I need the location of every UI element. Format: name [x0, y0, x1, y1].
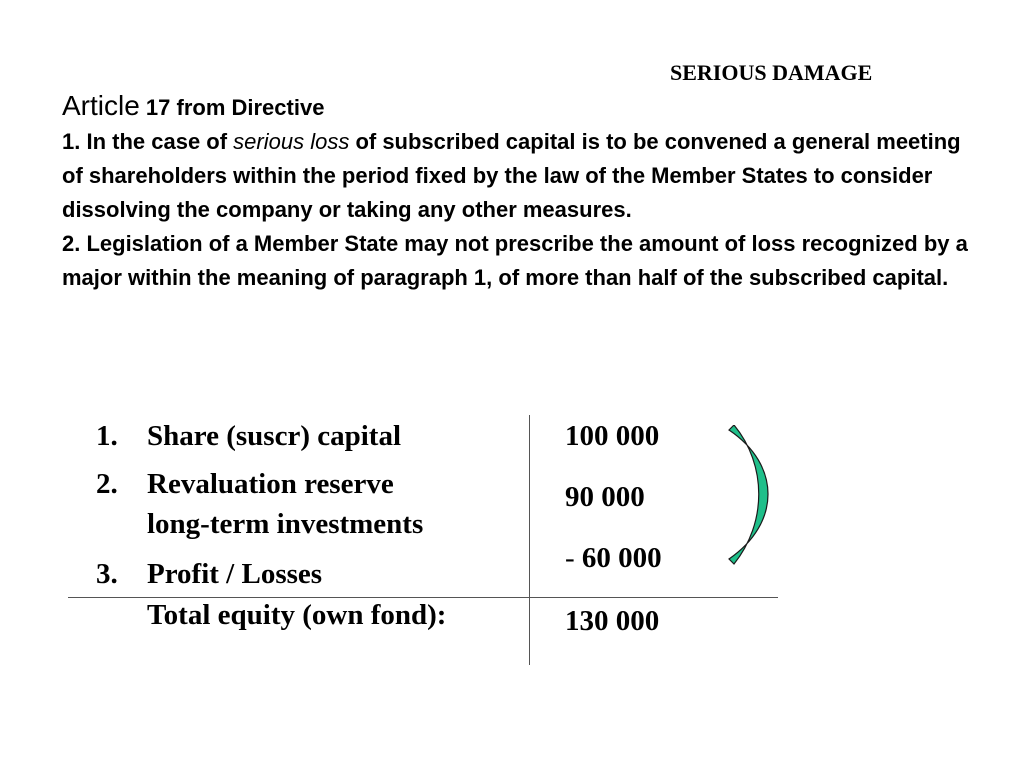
table-total-label: Total equity (own fond): — [147, 599, 447, 631]
paragraph-1-end: of subscribed capital is to be convened a general meeting of shareholders within the period fixed by the law of the Member States to consider dissolving the company or taking any other measures. — [62, 129, 961, 222]
article-heading — [62, 89, 982, 125]
article-text-block — [62, 89, 982, 295]
value-sign: - — [565, 542, 575, 574]
table-horizontal-divider — [68, 597, 778, 598]
row-number: 3. — [96, 558, 118, 590]
table-value: 90 000 — [565, 481, 645, 513]
table-value: 100 000 — [565, 420, 660, 452]
table-row-label — [96, 420, 401, 453]
curly-bracket-shape — [715, 425, 775, 565]
table-total-value: 130 000 — [565, 605, 660, 637]
table-row-label-continuation: long-term investments — [147, 508, 424, 540]
equity-table — [68, 415, 778, 667]
table-vertical-divider — [529, 415, 530, 665]
paragraph-2: 2. Legislation of a Member State may not prescribe the amount of loss recognized by a major within the meaning of paragraph 1, of more than half of the subscribed capital. — [62, 231, 968, 290]
paragraph-1 — [62, 125, 982, 227]
article-heading-rest: 17 from Directive — [139, 95, 325, 120]
row-label-text: Share (suscr) capital — [147, 420, 402, 452]
article-heading-word: Article — [62, 90, 140, 121]
slide-corner-title: SERIOUS DAMAGE — [670, 60, 873, 85]
row-number: 1. — [96, 420, 118, 452]
paragraph-1-start: 1. In the case of — [62, 129, 234, 154]
row-number: 2. — [96, 468, 118, 500]
table-row-label — [96, 468, 394, 501]
row-label-text: Revaluation reserve — [147, 468, 394, 500]
value-amount: 60 000 — [574, 542, 662, 574]
table-row-label — [96, 558, 322, 591]
paragraph-1-italic: serious loss — [233, 129, 350, 154]
table-value — [565, 542, 662, 575]
row-label-text: Profit / Losses — [147, 558, 323, 590]
